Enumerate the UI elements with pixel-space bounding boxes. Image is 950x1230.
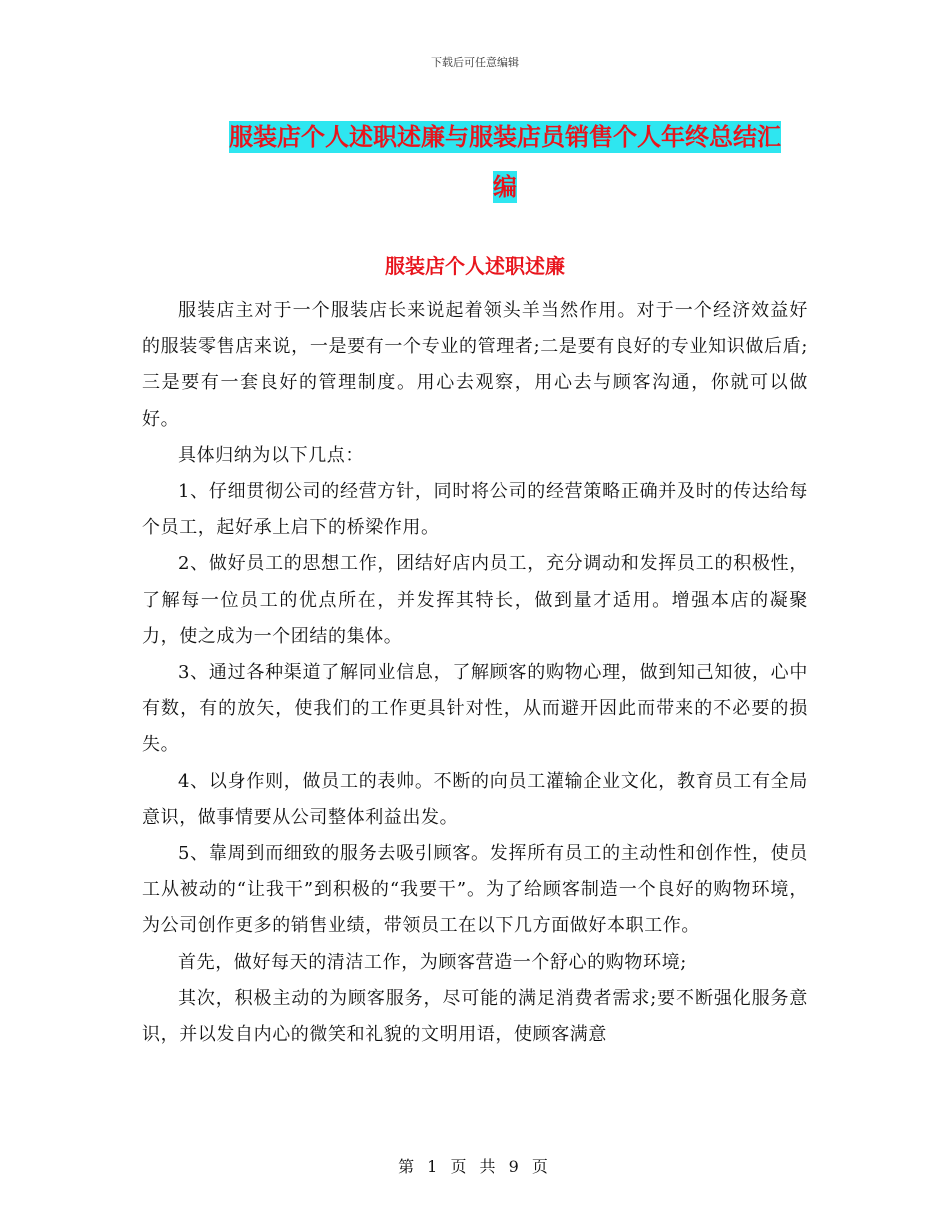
document-title-line-1: 服装店个人述职述廉与服装店员销售个人年终总结汇 [229,123,781,151]
paragraph: 1、仔细贯彻公司的经营方针，同时将公司的经营策略正确并及时的传达给每个员工，起好承上启下的桥梁作用。 [142,481,808,539]
page-footer: 第 1 页 共 9 页 [398,1157,552,1176]
paragraph: 首先，做好每天的清洁工作，为顾客营造一个舒心的购物环境; [178,951,687,973]
header-note: 下载后可任意编辑 [431,56,519,69]
paragraph: 5、靠周到而细致的服务去吸引顾客。发挥所有员工的主动性和创作性，使员工从被动的“让我干”到积极的“我要干”。为了给顾客制造一个良好的购物环境，为公司创作更多的销售业绩，带领员工在以下几方面做好本职工作。 [142,843,808,937]
paragraph: 2、做好员工的思想工作，团结好店内员工，充分调动和发挥员工的积极性，了解每一位员工的优点所在，并发挥其特长，做到量才适用。增强本店的凝聚力，使之成为一个团结的集体。 [142,553,808,647]
document-title [195,112,815,212]
paragraph: 3、通过各种渠道了解同业信息，了解顾客的购物心理，做到知己知彼，心中有数，有的放矢，使我们的工作更具针对性，从而避开因此而带来的不必要的损失。 [142,662,808,756]
body-text [142,293,808,1053]
section-title: 服装店个人述职述廉 [385,254,565,278]
document-title-line-2: 编 [493,173,517,201]
paragraph: 服装店主对于一个服装店长来说起着领头羊当然作用。对于一个经济效益好的服装零售店来说，一是要有一个专业的管理者;二是要有良好的专业知识做后盾;三是要有一套良好的管理制度。用心去观察，用心去与顾客沟通，你就可以做好。 [142,300,808,430]
paragraph: 其次，积极主动的为顾客服务，尽可能的满足消费者需求;要不断强化服务意识，并以发自内心的微笑和礼貌的文明用语，使顾客满意 [142,987,808,1046]
paragraph: 4、以身作则，做员工的表帅。不断的向员工灌输企业文化，教育员工有全局意识，做事情要从公司整体利益出发。 [142,770,808,828]
paragraph: 具体归纳为以下几点： [178,444,364,466]
